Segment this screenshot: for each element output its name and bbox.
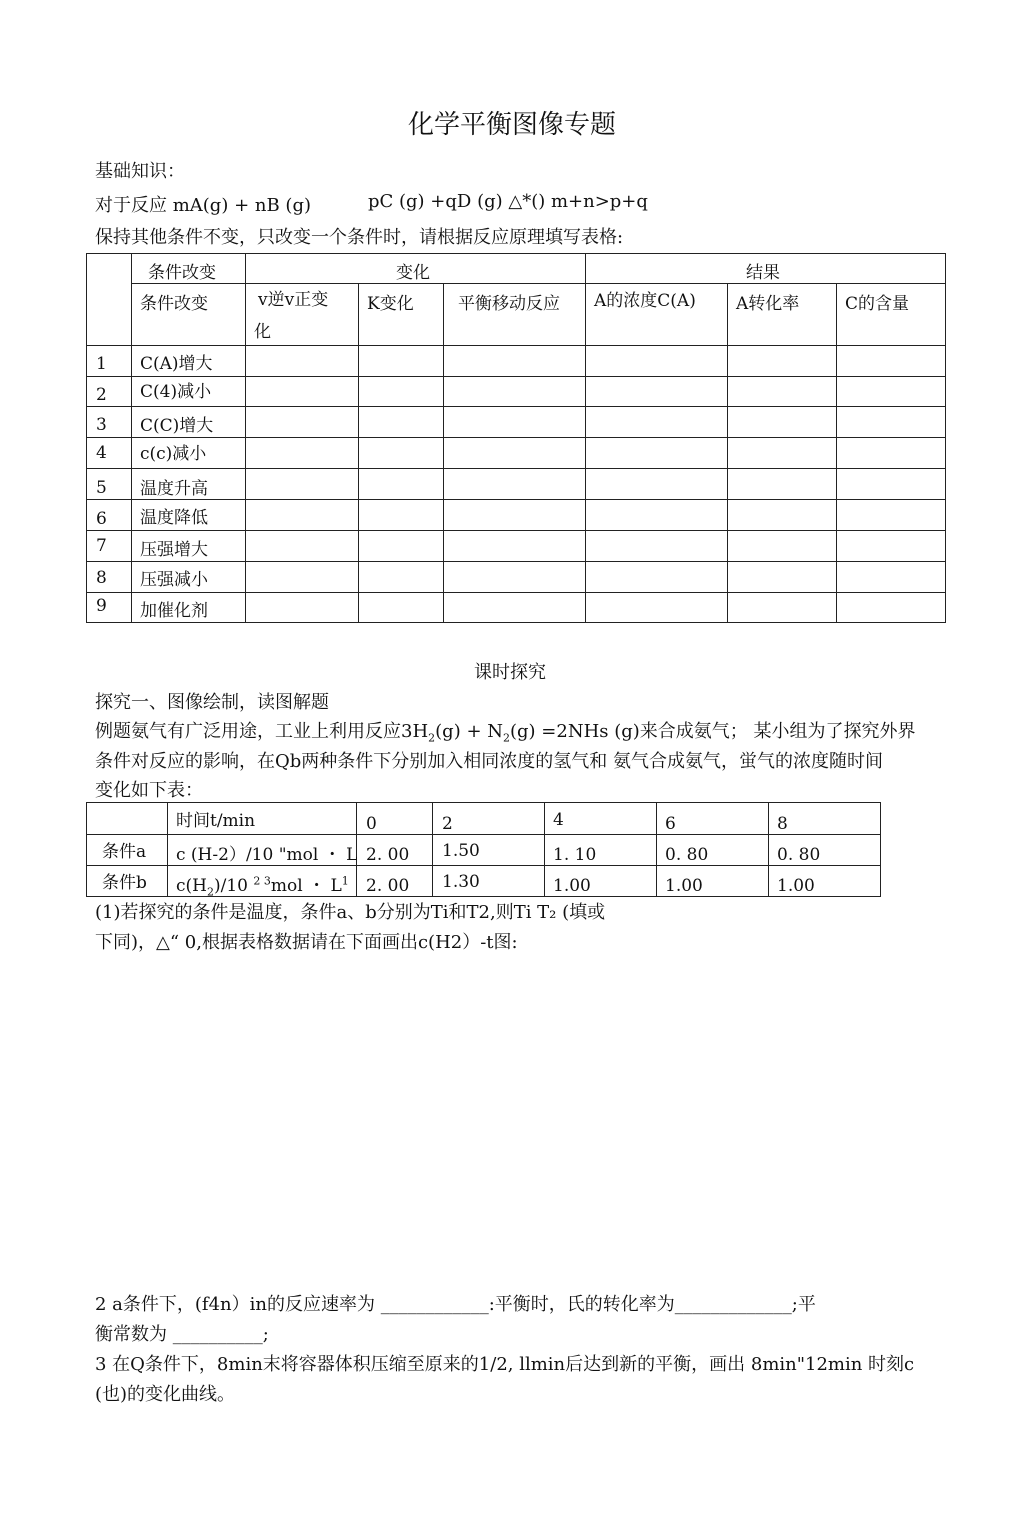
row-num: 6 xyxy=(96,509,107,529)
condition-b-value: 1.00 xyxy=(665,876,703,896)
condition-a-value: 0. 80 xyxy=(665,845,709,865)
row-condition: C(C)增大 xyxy=(140,416,214,436)
question-2-line-1: 2 a条件下，(f4n）in的反应速率为 ____________:平衡时，氏的转化率为_____________;平 xyxy=(95,1294,816,1315)
row-condition: C(A)增大 xyxy=(140,354,213,374)
condition-a-unit: c (H-2）/10 "mol ・ L xyxy=(176,845,358,865)
header-condition: 条件改变 xyxy=(148,263,216,283)
instruction-text: 保持其他条件不变，只改变一个条件时，请根据反应原理填写表格: xyxy=(95,227,624,248)
page-title: 化学平衡图像专题 xyxy=(407,110,616,140)
header-change: 变化 xyxy=(396,263,430,283)
basics-heading: 基础知识： xyxy=(95,161,185,182)
time-header: 时间t/min xyxy=(176,811,256,831)
row-condition: C(4)减小 xyxy=(140,382,212,402)
time-value: 6 xyxy=(665,814,676,834)
row-num: 4 xyxy=(96,443,107,463)
row-num: 7 xyxy=(96,536,107,556)
time-value: 0 xyxy=(366,814,377,834)
concentration-table xyxy=(86,802,881,897)
question-2-line-2: 衡常数为 __________; xyxy=(95,1324,269,1345)
example-line-3: 变化如下表： xyxy=(95,780,203,801)
row-num: 9 xyxy=(96,596,107,616)
condition-change-table xyxy=(86,253,946,623)
row-condition: 温度降低 xyxy=(140,508,208,528)
row-condition: 温度升高 xyxy=(140,479,208,499)
condition-b-label: 条件b xyxy=(102,873,147,893)
subheader-shift: 平衡移动反应 xyxy=(458,294,560,314)
time-value: 4 xyxy=(553,810,564,830)
row-num: 3 xyxy=(96,415,107,435)
condition-b-value: 2. 00 xyxy=(366,876,410,896)
reaction-right: pC (g) +qD (g) △*() m+n>p+q xyxy=(368,191,648,212)
subheader-k: K变化 xyxy=(367,294,414,314)
question-1-line-1: (1)若探究的条件是温度，条件a、b分别为Ti和T2,则Ti T₂ (填或 xyxy=(95,902,606,923)
condition-b-value: 1.00 xyxy=(777,876,815,896)
question-3-line-2: (也)的变化曲线。 xyxy=(95,1384,236,1405)
subheader-rate-2: 化 xyxy=(254,322,271,342)
condition-a-value: 2. 00 xyxy=(366,845,410,865)
condition-a-value: 0. 80 xyxy=(777,845,821,865)
time-value: 8 xyxy=(777,814,788,834)
subheader-conversion: A转化率 xyxy=(736,294,800,314)
condition-b-value: 1.00 xyxy=(553,876,591,896)
question-1-line-2: 下同)，△“ 0,根据表格数据请在下面画出c(H2）-t图: xyxy=(95,932,518,953)
row-num: 5 xyxy=(96,478,107,498)
reaction-intro: 对于反应 mA(g) + nB (g) xyxy=(95,195,311,216)
subheader-conc-a: A的浓度C(A) xyxy=(594,291,696,311)
header-result: 结果 xyxy=(746,263,780,283)
condition-a-label: 条件a xyxy=(102,842,147,862)
row-num: 2 xyxy=(96,385,107,405)
row-condition: 压强减小 xyxy=(140,570,208,590)
explore-heading: 探究一、图像绘制，读图解题 xyxy=(95,692,329,713)
condition-a-value: 1. 10 xyxy=(553,845,597,865)
row-num: 8 xyxy=(96,568,107,588)
section-title: 课时探究 xyxy=(474,662,546,683)
row-condition: c(c)减小 xyxy=(140,444,207,464)
question-3-line-1: 3 在Q条件下，8min末将容器体积压缩至原来的1/2, llmin后达到新的平衡，画出 8min"12min 时刻c xyxy=(95,1354,915,1375)
condition-b-value: 1.30 xyxy=(442,872,480,892)
subheader-condition: 条件改变 xyxy=(140,294,208,314)
row-condition: 加催化剂 xyxy=(140,601,208,621)
row-num: 1 xyxy=(96,354,107,374)
row-condition: 压强增大 xyxy=(140,540,208,560)
time-value: 2 xyxy=(442,814,453,834)
condition-a-value: 1.50 xyxy=(442,841,480,861)
example-line-1: 例题氨气有广泛用途，工业上利用反应$3H_2(g) + N_2(g) =2NHs$ (g)来合成氨气； 某小组为了探究外界 xyxy=(95,721,916,745)
example-line-2: 条件对反应的影响，在Qb两种条件下分别加入相同浓度的氢气和 氨气合成氨气，蛍气的浓度随时间 xyxy=(95,751,883,772)
condition-b-unit: $c(H_2)/10$ $^{2 3}$mol ・ $L^1$ xyxy=(176,874,349,899)
subheader-rate: v逆v正变 xyxy=(258,290,329,310)
subheader-c-content: C的含量 xyxy=(845,294,910,314)
